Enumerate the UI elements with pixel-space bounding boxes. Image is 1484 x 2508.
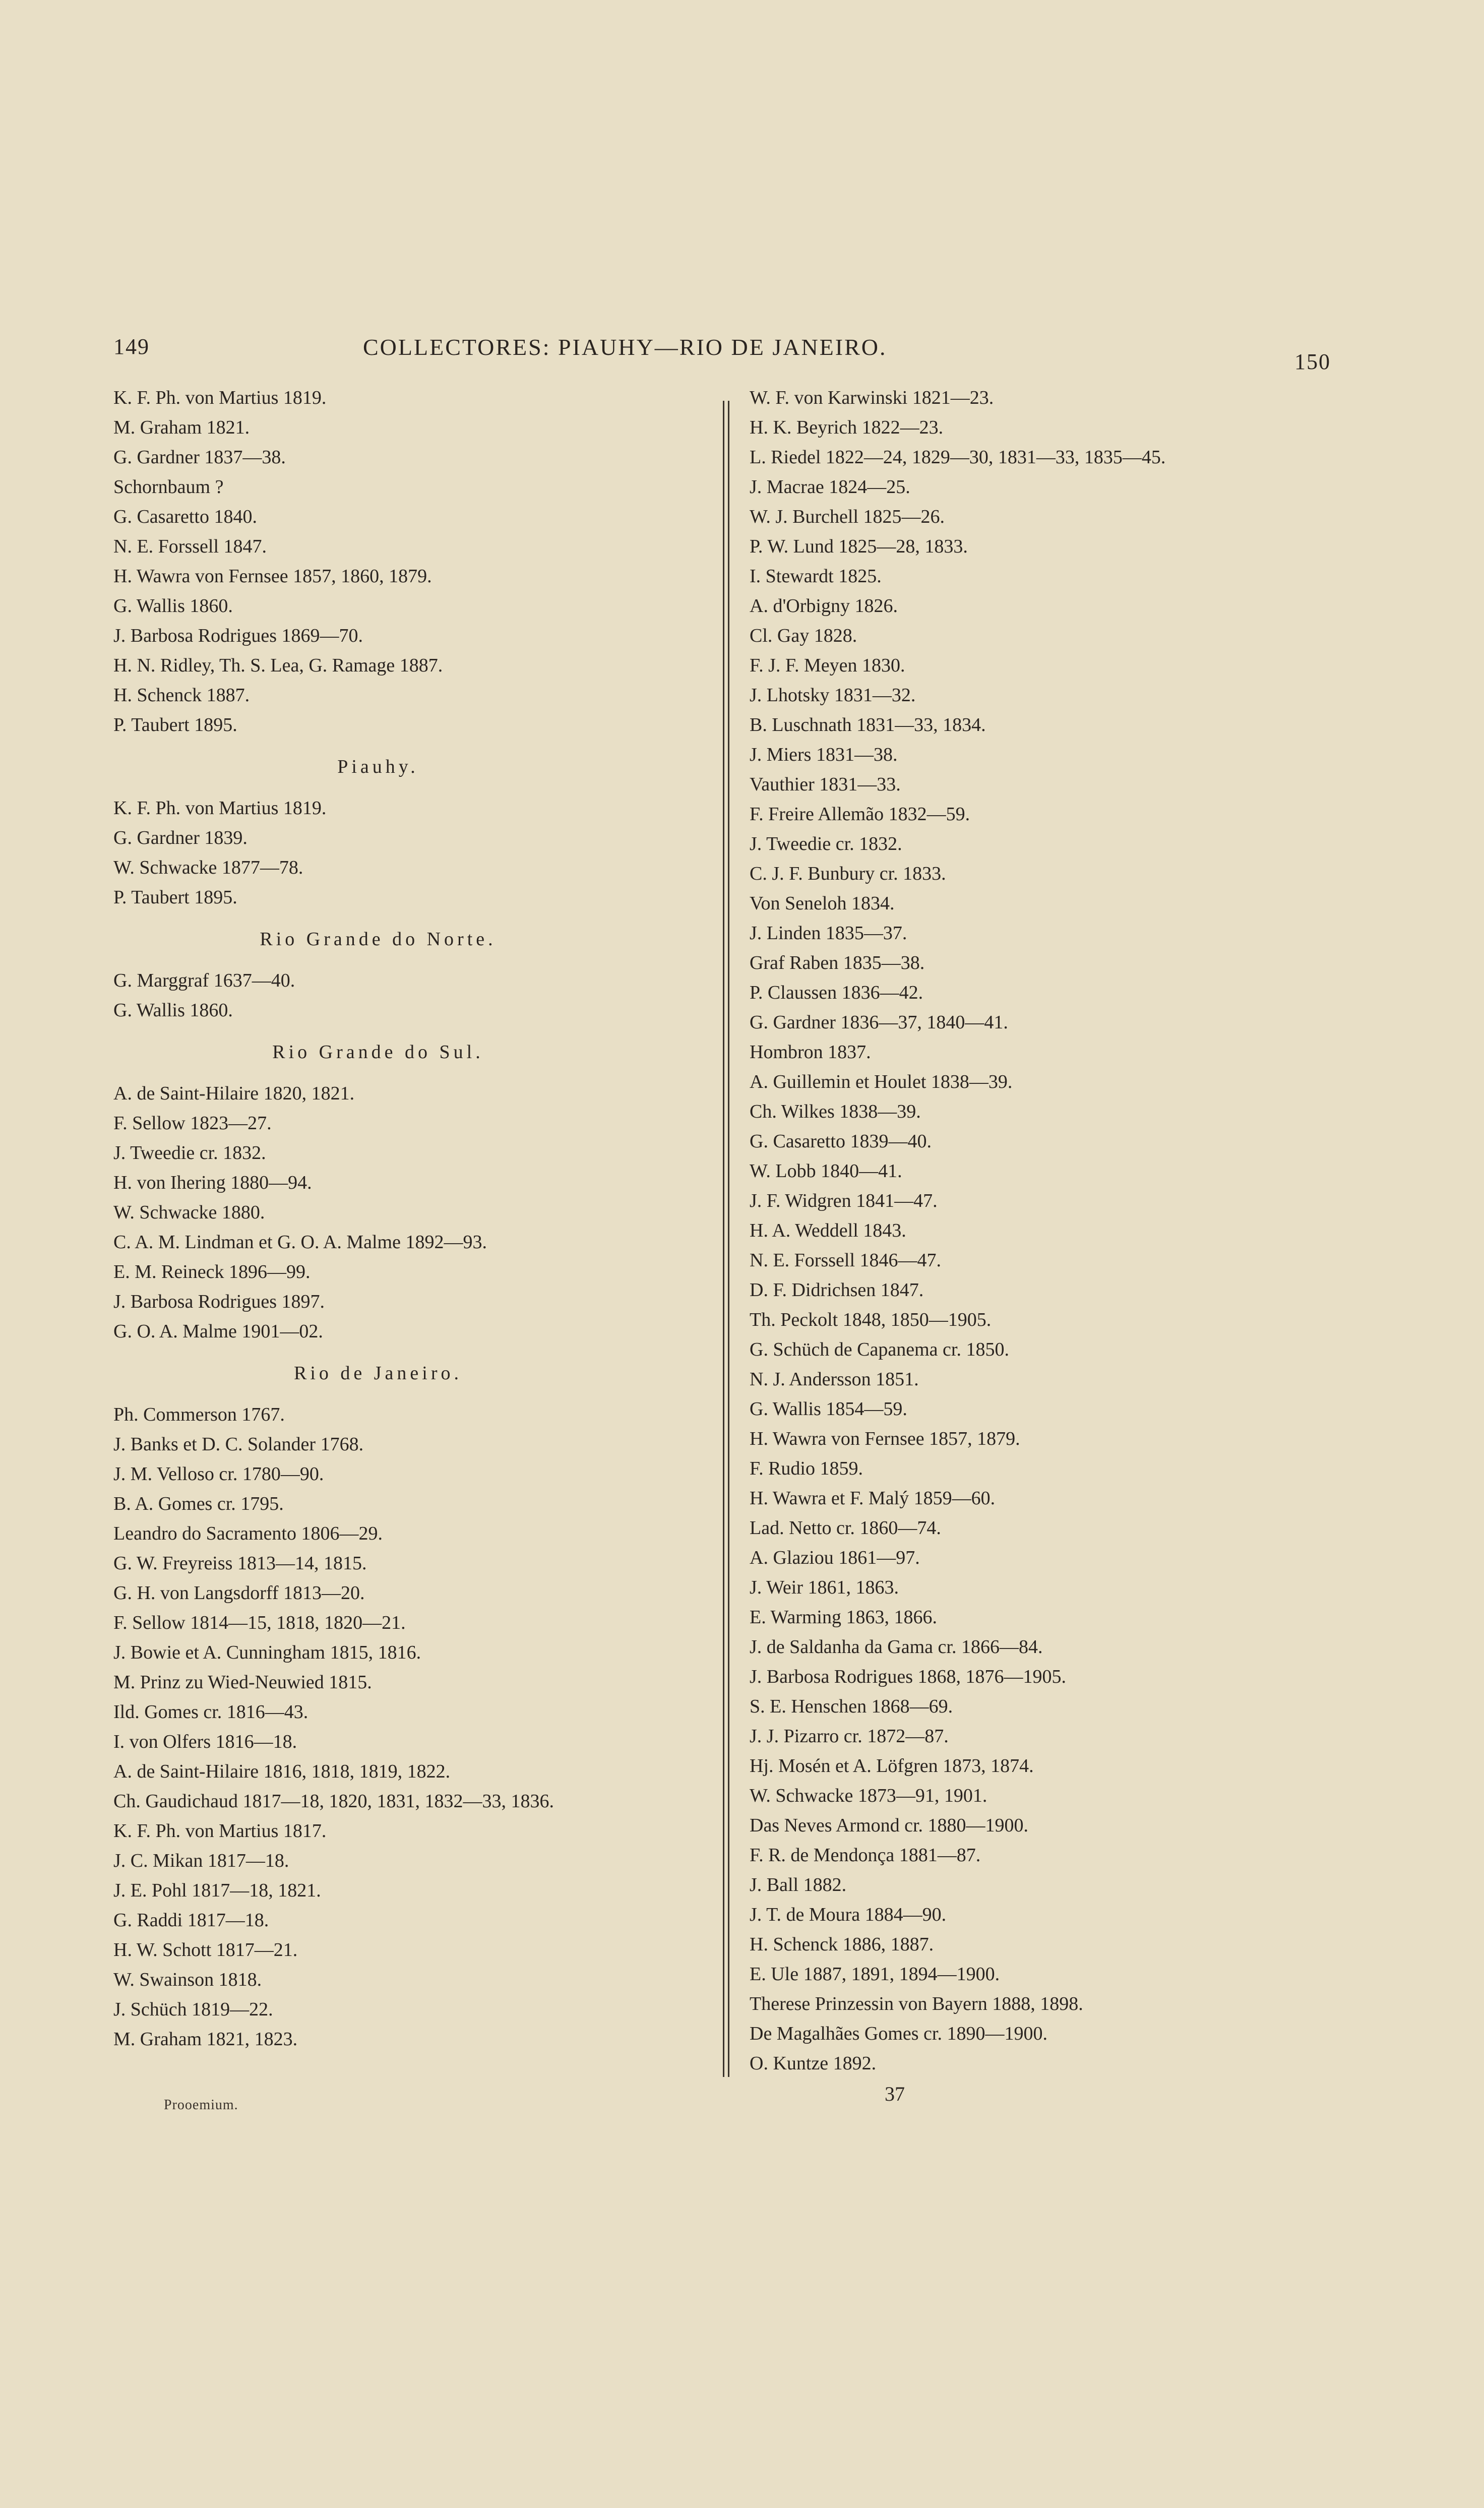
right-column xyxy=(750,383,1329,2078)
collector-entry: M. Graham 1821, 1823. xyxy=(113,2029,298,2050)
collector-entry: J. Barbosa Rodrigues 1897. xyxy=(113,1291,325,1312)
collector-entry: J. Tweedie cr. 1832. xyxy=(750,833,902,854)
collector-entry: Schornbaum ? xyxy=(113,476,224,498)
collector-entry: C. A. M. Lindman et G. O. A. Malme 1892—93. xyxy=(113,1232,487,1253)
collector-entry: H. N. Ridley, Th. S. Lea, G. Ramage 1887. xyxy=(113,655,443,676)
collector-entry: G. Casaretto 1839—40. xyxy=(750,1131,932,1152)
section-heading-rio-grande-do-sul: Rio Grande do Sul. xyxy=(272,1042,484,1063)
collector-entry: A. Guillemin et Houlet 1838—39. xyxy=(750,1071,1013,1092)
collector-entry: C. J. F. Bunbury cr. 1833. xyxy=(750,863,946,884)
collector-entry: Th. Peckolt 1848, 1850—1905. xyxy=(750,1309,992,1330)
collector-entry: F. R. de Mendonça 1881—87. xyxy=(750,1845,981,1866)
collector-entry: H. Schenck 1887. xyxy=(113,685,250,706)
sheet-number: 37 xyxy=(885,2083,905,2105)
column-divider-rule xyxy=(723,401,724,2077)
collector-entry: G. Schüch de Capanema cr. 1850. xyxy=(750,1339,1009,1360)
collector-entry: J. Bowie et A. Cunningham 1815, 1816. xyxy=(113,1642,421,1663)
collector-entry: G. Wallis 1860. xyxy=(113,1000,233,1021)
collector-list-rio-de-janeiro-continued xyxy=(750,383,1329,2078)
collector-entry: W. Schwacke 1880. xyxy=(113,1202,265,1223)
collector-entry: E. M. Reineck 1896—99. xyxy=(113,1261,311,1282)
collector-entry: G. Raddi 1817—18. xyxy=(113,1910,269,1931)
collector-entry: P. Taubert 1895. xyxy=(113,714,237,736)
collector-entry: G. Gardner 1839. xyxy=(113,827,248,848)
collector-entry: W. J. Burchell 1825—26. xyxy=(750,506,945,527)
collector-entry: J. E. Pohl 1817—18, 1821. xyxy=(113,1880,321,1901)
collector-entry: J. Macrae 1824—25. xyxy=(750,476,910,498)
page-number-left: 149 xyxy=(113,334,150,359)
collector-entry: D. F. Didrichsen 1847. xyxy=(750,1279,924,1301)
collector-entry: F. J. F. Meyen 1830. xyxy=(750,655,905,676)
collector-entry: Therese Prinzessin von Bayern 1888, 1898. xyxy=(750,1993,1083,2014)
collector-entry: W. Swainson 1818. xyxy=(113,1969,262,1990)
collector-entry: P. W. Lund 1825—28, 1833. xyxy=(750,536,968,557)
collector-entry: P. Claussen 1836—42. xyxy=(750,982,923,1003)
collector-entry: J. Lhotsky 1831—32. xyxy=(750,685,916,706)
collector-entry: A. Glaziou 1861—97. xyxy=(750,1547,920,1568)
collector-entry: G. Marggraf 1637—40. xyxy=(113,970,295,991)
collector-entry: F. Sellow 1823—27. xyxy=(113,1113,272,1134)
collector-entry: J. Miers 1831—38. xyxy=(750,744,898,765)
column-divider-rule xyxy=(728,401,729,2077)
collector-entry: J. F. Widgren 1841—47. xyxy=(750,1190,938,1211)
collector-entry: G. Wallis 1854—59. xyxy=(750,1398,907,1420)
collector-entry: K. F. Ph. von Martius 1819. xyxy=(113,798,327,819)
collector-entry: J. T. de Moura 1884—90. xyxy=(750,1904,947,1925)
section-heading-rio-grande-do-norte: Rio Grande do Norte. xyxy=(260,929,497,950)
collector-list-top xyxy=(113,383,718,740)
collector-entry: K. F. Ph. von Martius 1817. xyxy=(113,1820,327,1842)
collector-entry: H. von Ihering 1880—94. xyxy=(113,1172,312,1193)
collector-entry: A. de Saint-Hilaire 1816, 1818, 1819, 1822. xyxy=(113,1761,451,1782)
collector-entry: G. Wallis 1860. xyxy=(113,595,233,617)
collector-entry: G. Gardner 1837—38. xyxy=(113,447,286,468)
running-title: COLLECTORES: PIAUHY—RIO DE JANEIRO. xyxy=(363,334,887,360)
collector-entry: J. Schüch 1819—22. xyxy=(113,1999,273,2020)
collector-entry: L. Riedel 1822—24, 1829—30, 1831—33, 1835—45. xyxy=(750,447,1166,468)
collector-entry: H. Wawra von Fernsee 1857, 1860, 1879. xyxy=(113,566,432,587)
collector-entry: J. de Saldanha da Gama cr. 1866—84. xyxy=(750,1636,1043,1658)
collector-entry: B. A. Gomes cr. 1795. xyxy=(113,1493,284,1514)
collector-entry: Von Seneloh 1834. xyxy=(750,893,895,914)
collector-entry: J. Barbosa Rodrigues 1869—70. xyxy=(113,625,363,646)
collector-entry: M. Prinz zu Wied-Neuwied 1815. xyxy=(113,1672,372,1693)
collector-entry: N. E. Forssell 1847. xyxy=(113,536,267,557)
collector-entry: Ch. Wilkes 1838—39. xyxy=(750,1101,921,1122)
collector-entry: J. Linden 1835—37. xyxy=(750,923,907,944)
collector-entry: A. de Saint-Hilaire 1820, 1821. xyxy=(113,1083,355,1104)
collector-entry: J. Tweedie cr. 1832. xyxy=(113,1142,266,1164)
collector-entry: G. O. A. Malme 1901—02. xyxy=(113,1321,323,1342)
collector-entry: De Magalhães Gomes cr. 1890—1900. xyxy=(750,2023,1047,2044)
collector-entry: Ch. Gaudichaud 1817—18, 1820, 1831, 1832—33, 1836. xyxy=(113,1791,554,1812)
collector-entry: H. W. Schott 1817—21. xyxy=(113,1939,298,1961)
collector-entry: S. E. Henschen 1868—69. xyxy=(750,1696,953,1717)
collector-entry: Hombron 1837. xyxy=(750,1042,871,1063)
collector-entry: E. Ule 1887, 1891, 1894—1900. xyxy=(750,1964,1000,1985)
collector-entry: G. W. Freyreiss 1813—14, 1815. xyxy=(113,1553,367,1574)
collector-entry: F. Sellow 1814—15, 1818, 1820—21. xyxy=(113,1612,406,1633)
collector-entry: A. d'Orbigny 1826. xyxy=(750,595,898,617)
collector-entry: I. von Olfers 1816—18. xyxy=(113,1731,297,1752)
collector-entry: J. Ball 1882. xyxy=(750,1874,847,1895)
left-column xyxy=(113,383,718,2054)
collector-entry: H. Wawra et F. Malý 1859—60. xyxy=(750,1488,996,1509)
collector-entry: M. Graham 1821. xyxy=(113,417,250,438)
collector-entry: Vauthier 1831—33. xyxy=(750,774,901,795)
collector-list-rio-grande-do-sul xyxy=(113,1079,718,1347)
collector-entry: G. H. von Langsdorff 1813—20. xyxy=(113,1582,365,1604)
collector-entry: W. Schwacke 1873—91, 1901. xyxy=(750,1785,987,1806)
collector-entry: G. Gardner 1836—37, 1840—41. xyxy=(750,1012,1008,1033)
collector-entry: W. F. von Karwinski 1821—23. xyxy=(750,387,994,408)
collector-entry: W. Schwacke 1877—78. xyxy=(113,857,303,878)
collector-entry: Das Neves Armond cr. 1880—1900. xyxy=(750,1815,1029,1836)
collector-entry: J. M. Velloso cr. 1780—90. xyxy=(113,1463,324,1485)
collector-entry: Ph. Commerson 1767. xyxy=(113,1404,285,1425)
collector-entry: F. Rudio 1859. xyxy=(750,1458,863,1479)
collector-list-rio-grande-do-norte xyxy=(113,966,718,1025)
collector-entry: K. F. Ph. von Martius 1819. xyxy=(113,387,327,408)
collector-entry: E. Warming 1863, 1866. xyxy=(750,1607,937,1628)
collector-entry: Hj. Mosén et A. Löfgren 1873, 1874. xyxy=(750,1755,1034,1777)
collector-entry: Lad. Netto cr. 1860—74. xyxy=(750,1517,941,1539)
collector-list-rio-de-janeiro xyxy=(113,1400,718,2054)
collector-list-piauhy xyxy=(113,793,718,912)
collector-entry: J. Banks et D. C. Solander 1768. xyxy=(113,1434,364,1455)
collector-entry: J. Weir 1861, 1863. xyxy=(750,1577,899,1598)
collector-entry: W. Lobb 1840—41. xyxy=(750,1160,902,1182)
collector-entry: I. Stewardt 1825. xyxy=(750,566,882,587)
section-heading-piauhy: Piauhy. xyxy=(337,756,419,777)
collector-entry: N. E. Forssell 1846—47. xyxy=(750,1250,941,1271)
collector-entry: H. A. Weddell 1843. xyxy=(750,1220,906,1241)
collector-entry: Cl. Gay 1828. xyxy=(750,625,857,646)
collector-entry: H. K. Beyrich 1822—23. xyxy=(750,417,944,438)
collector-entry: P. Taubert 1895. xyxy=(113,887,237,908)
collector-entry: J. Barbosa Rodrigues 1868, 1876—1905. xyxy=(750,1666,1067,1687)
collector-entry: J. C. Mikan 1817—18. xyxy=(113,1850,289,1871)
collector-entry: G. Casaretto 1840. xyxy=(113,506,257,527)
collector-entry: B. Luschnath 1831—33, 1834. xyxy=(750,714,986,736)
collector-entry: N. J. Andersson 1851. xyxy=(750,1369,919,1390)
collector-entry: J. J. Pizarro cr. 1872—87. xyxy=(750,1726,949,1747)
section-heading-rio-de-janeiro: Rio de Janeiro. xyxy=(293,1363,462,1384)
collector-entry: Leandro do Sacramento 1806—29. xyxy=(113,1523,383,1544)
collector-entry: Graf Raben 1835—38. xyxy=(750,952,925,973)
collector-entry: O. Kuntze 1892. xyxy=(750,2053,877,2074)
signature-mark: Prooemium. xyxy=(164,2097,238,2113)
collector-entry: F. Freire Allemão 1832—59. xyxy=(750,804,970,825)
collector-entry: H. Schenck 1886, 1887. xyxy=(750,1934,934,1955)
collector-entry: Ild. Gomes cr. 1816—43. xyxy=(113,1701,308,1723)
page-number-right: 150 xyxy=(1294,349,1331,374)
collector-entry: H. Wawra von Fernsee 1857, 1879. xyxy=(750,1428,1020,1449)
